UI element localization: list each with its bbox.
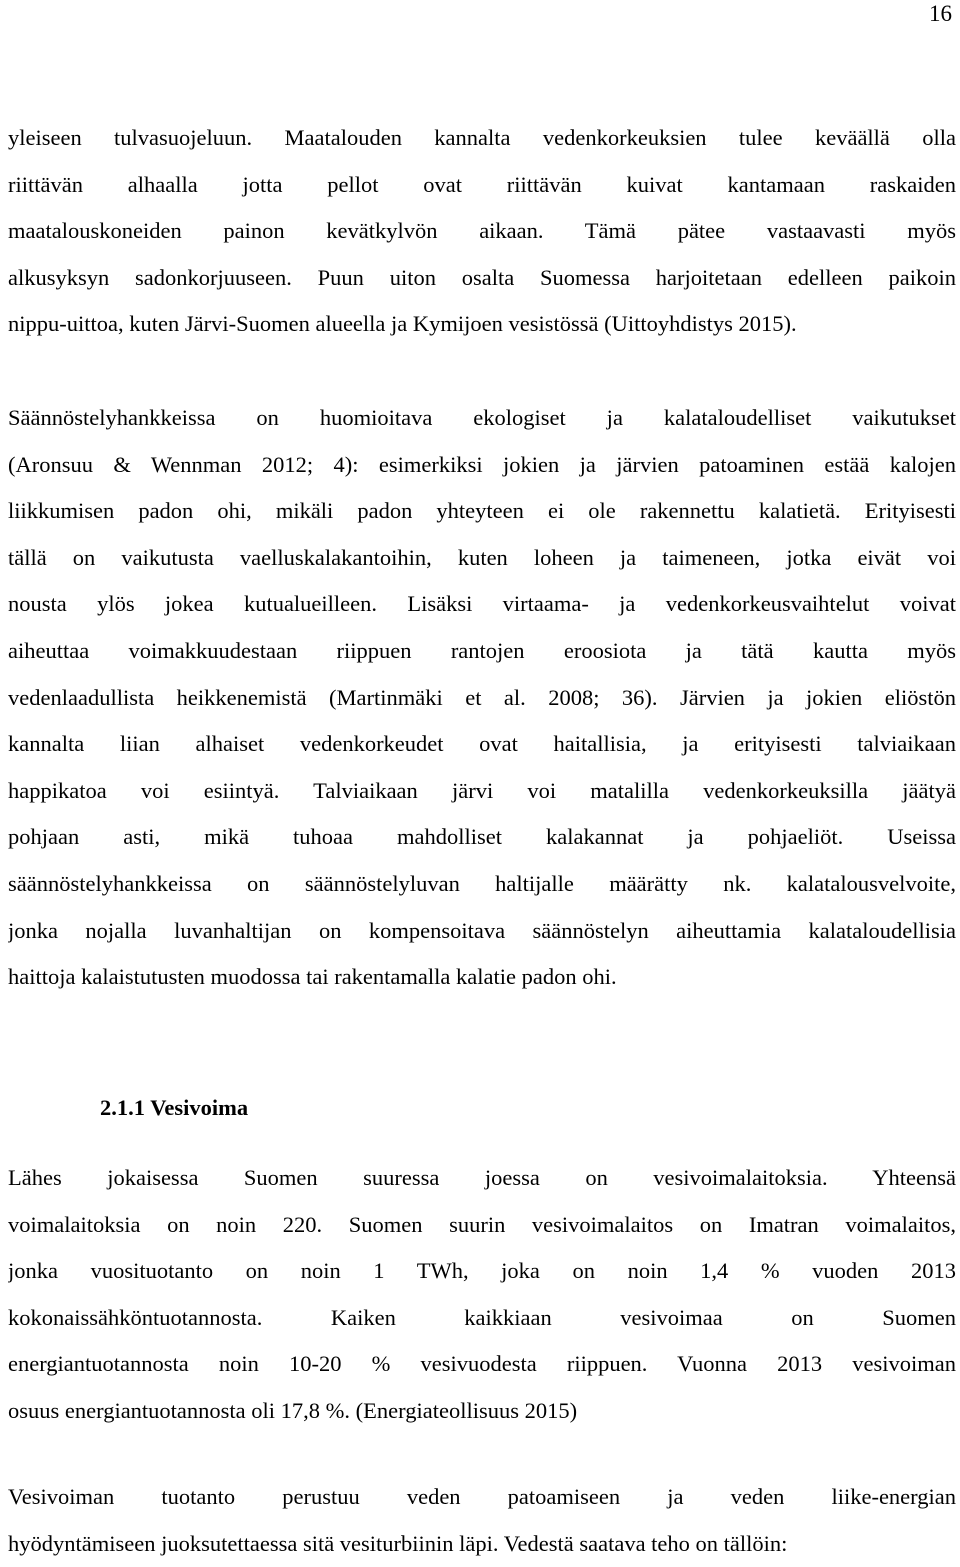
text-line: haittoja kalaistutusten muodossa tai rakentamalla kalatie padon ohi. — [8, 964, 617, 990]
text-line: vedenlaadullista heikkenemistä (Martinmäki et al. 2008; 36). Järvien ja jokien eliöstön — [8, 684, 956, 710]
text-line: voimalaitoksia on noin 220. Suomen suurin vesivoimalaitos on Imatran voimalaitos, — [8, 1211, 956, 1237]
text-line: alkusyksyn sadonkorjuuseen. Puun uiton osalta Suomessa harjoitetaan edelleen paikoin — [8, 264, 956, 290]
text-line: happikatoa voi esiintyä. Talviaikaan järvi voi matalilla vedenkorkeuksilla jäätyä — [8, 777, 956, 803]
text-line: nippu-uittoa, kuten Järvi-Suomen alueella ja Kymijoen vesistössä (Uittoyhdistys 2015). — [8, 311, 797, 337]
text-line: nousta ylös jokea kutualueilleen. Lisäksi virtaama- ja vedenkorkeusvaihtelut voivat — [8, 591, 956, 617]
text-line: säännöstelyhankkeissa on säännöstelyluvan haltijalle määrätty nk. kalatalousvelvoite, — [8, 870, 956, 896]
text-line: Säännöstelyhankkeissa on huomioitava ekologiset ja kalataloudelliset vaikutukset — [8, 405, 956, 430]
text-line: jonka vuosituotanto on noin 1 TWh, joka on noin 1,4 % vuoden 2013 — [8, 1258, 956, 1284]
text-line: tällä on vaikutusta vaelluskalakantoihin, kuten loheen ja taimeneen, jotka eivät voi — [8, 544, 956, 570]
text-line: kannalta liian alhaiset vedenkorkeudet ovat haitallisia, ja erityisesti talviaikaan — [8, 731, 956, 757]
text-line: energiantuotannosta noin 10-20 % vesivuodesta riippuen. Vuonna 2013 vesivoiman — [8, 1351, 956, 1377]
paragraph-hydropower-principle — [8, 1474, 956, 1567]
text-line: Lähes jokaisessa Suomen suuressa joessa on vesivoimalaitoksia. Yhteensä — [8, 1165, 956, 1190]
paragraph-water-level-agriculture — [8, 115, 956, 348]
paragraph-regulation-ecology — [8, 395, 956, 1001]
text-line: (Aronsuu & Wennman 2012; 4): esimerkiksi jokien ja järvien patoaminen estää kalojen — [8, 451, 956, 477]
text-line: osuus energiantuotannosta oli 17,8 %. (Energiateollisuus 2015) — [8, 1397, 578, 1423]
text-line: hyödyntämiseen juoksutettaessa sitä vesiturbiinin läpi. Vedestä saatava teho on tällöin: — [8, 1530, 788, 1556]
text-line: liikkumisen padon ohi, mikäli padon yhteyteen ei ole rakennettu kalatietä. Erityisesti — [8, 498, 956, 524]
text-line: Vesivoiman tuotanto perustuu veden patoamiseen ja veden liike-energian — [8, 1484, 956, 1509]
text-line: maatalouskoneiden painon kevätkylvön aikaan. Tämä pätee vastaavasti myös — [8, 218, 956, 244]
paragraph-hydropower-stats — [8, 1155, 956, 1435]
text-line: jonka nojalla luvanhaltijan on kompensoitava säännöstelyn aiheuttamia kalataloudellisia — [8, 917, 956, 943]
page-number: 16 — [929, 1, 952, 26]
section-heading: 2.1.1 Vesivoima — [100, 1095, 249, 1120]
text-line: kokonaissähköntuotannosta. Kaiken kaikkiaan vesivoimaa on Suomen — [8, 1304, 956, 1330]
text-line: yleiseen tulvasuojeluun. Maatalouden kannalta vedenkorkeuksien tulee keväällä olla — [8, 125, 956, 150]
text-line: riittävän alhaalla jotta pellot ovat riittävän kuivat kantamaan raskaiden — [8, 171, 956, 197]
text-line: aiheuttaa voimakkuudestaan riippuen rantojen eroosiota ja tätä kautta myös — [8, 637, 956, 663]
text-line: pohjaan asti, mikä tuhoaa mahdolliset kalakannat ja pohjaeliöt. Useissa — [8, 824, 956, 850]
